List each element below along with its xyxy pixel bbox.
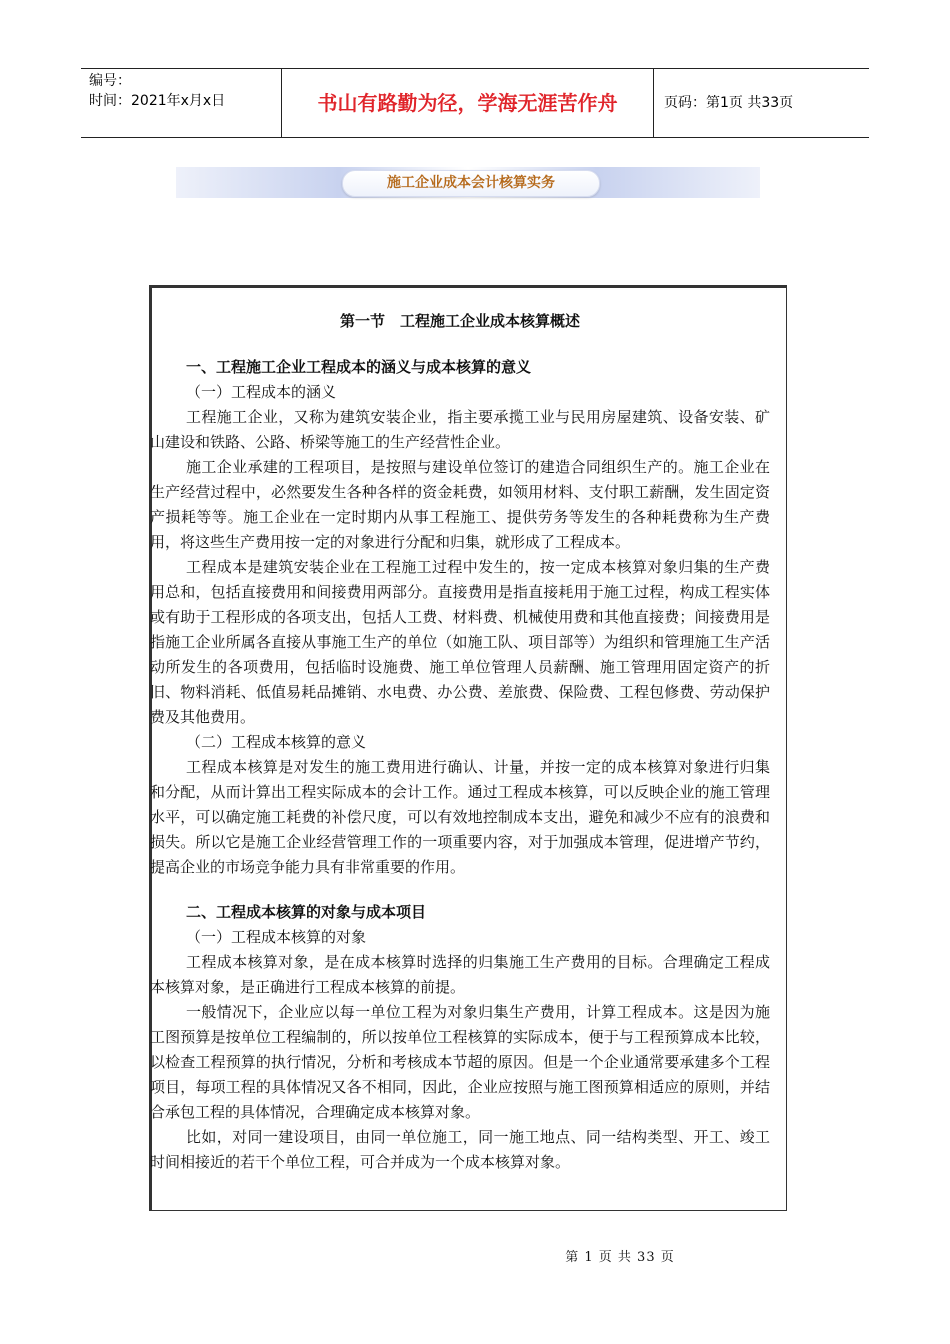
document-header (81, 68, 869, 138)
serial-label: 编号： (89, 73, 131, 89)
document-title: 施工企业成本会计核算实务 (342, 170, 600, 197)
page-footer: 第 1 页 共 33 页 (565, 1250, 675, 1265)
subheading-1-2: （二）工程成本核算的意义 (186, 733, 367, 751)
title-banner (176, 167, 760, 198)
time-label: 时间：2021年x月x日 (89, 93, 226, 109)
paragraph: 一般情况下，企业应以每一单位工程为对象归集生产费用，计算工程成本。这是因为施工图预算是按单位工程编制的，所以按单位工程核算的实际成本，便于与工程预算成本比较，以检查工程预算的执行情况，分析和考核成本节超的原因。但是一个企业通常要承建多个工程项目，每项工程的具体情况又各不相同，因此，企业应按照与施工图预算相适应的原则，并结合承包工程的具体情况，合理确定成本核算对象。 (150, 1003, 770, 1121)
document-body (150, 311, 770, 1175)
subheading-2-1: （一）工程成本核算的对象 (186, 928, 367, 946)
paragraph: 工程成本是建筑安装企业在工程施工过程中发生的，按一定成本核算对象归集的生产费用总和，包括直接费用和间接费用两部分。直接费用是指直接耗用于施工过程，构成工程实体或有助于工程形成的各项支出，包括人工费、材料费、机械使用费和其他直接费；间接费用是指施工企业所属各直接从事施工生产的单位（如施工队、项目部等）为组织和管理施工生产活动所发生的各项费用，包括临时设施费、施工单位管理人员薪酬、施工管理用固定资产的折旧、物料消耗、低值易耗品摊销、水电费、办公费、差旅费、保险费、工程包修费、劳动保护费及其他费用。 (150, 558, 770, 726)
paragraph: 工程成本核算对象，是在成本核算时选择的归集施工生产费用的目标。合理确定工程成本核算对象，是正确进行工程成本核算的前提。 (150, 953, 770, 996)
spacer (150, 880, 770, 900)
paragraph: 工程施工企业，又称为建筑安装企业，指主要承揽工业与民用房屋建筑、设备安装、矿山建设和铁路、公路、桥梁等施工的生产经营性企业。 (150, 408, 770, 451)
header-meta-cell (81, 69, 282, 137)
subheading-1-1: （一）工程成本的涵义 (186, 383, 337, 401)
header-page-info: 页码：第1页 共33页 (664, 95, 794, 111)
section-title: 第一节 工程施工企业成本核算概述 (339, 312, 580, 330)
heading-1: 一、工程施工企业工程成本的涵义与成本核算的意义 (186, 358, 532, 376)
paragraph: 比如，对同一建设项目，由同一单位施工，同一施工地点、同一结构类型、开工、竣工时间相接近的若干个单位工程，可合并成为一个成本核算对象。 (150, 1128, 770, 1171)
heading-2: 二、工程成本核算的对象与成本项目 (186, 903, 427, 921)
paragraph: 施工企业承建的工程项目，是按照与建设单位签订的建造合同组织生产的。施工企业在生产经营过程中，必然要发生各种各样的资金耗费，如领用材料、支付职工薪酬，发生固定资产损耗等等。施工企业在一定时期内从事工程施工、提供劳务等发生的各种耗费称为生产费用，将这些生产费用按一定的对象进行分配和归集，就形成了工程成本。 (150, 458, 770, 551)
header-motto: 书山有路勤为径，学海无涯苦作舟 (282, 69, 654, 137)
paragraph: 工程成本核算是对发生的施工费用进行确认、计量，并按一定的成本核算对象进行归集和分配，从而计算出工程实际成本的会计工作。通过工程成本核算，可以反映企业的施工管理水平，可以确定施工耗费的补偿尺度，可以有效地控制成本支出，避免和减少不应有的浪费和损失。所以它是施工企业经营管理工作的一项重要内容，对于加强成本管理，促进增产节约，提高企业的市场竞争能力具有非常重要的作用。 (150, 758, 770, 876)
